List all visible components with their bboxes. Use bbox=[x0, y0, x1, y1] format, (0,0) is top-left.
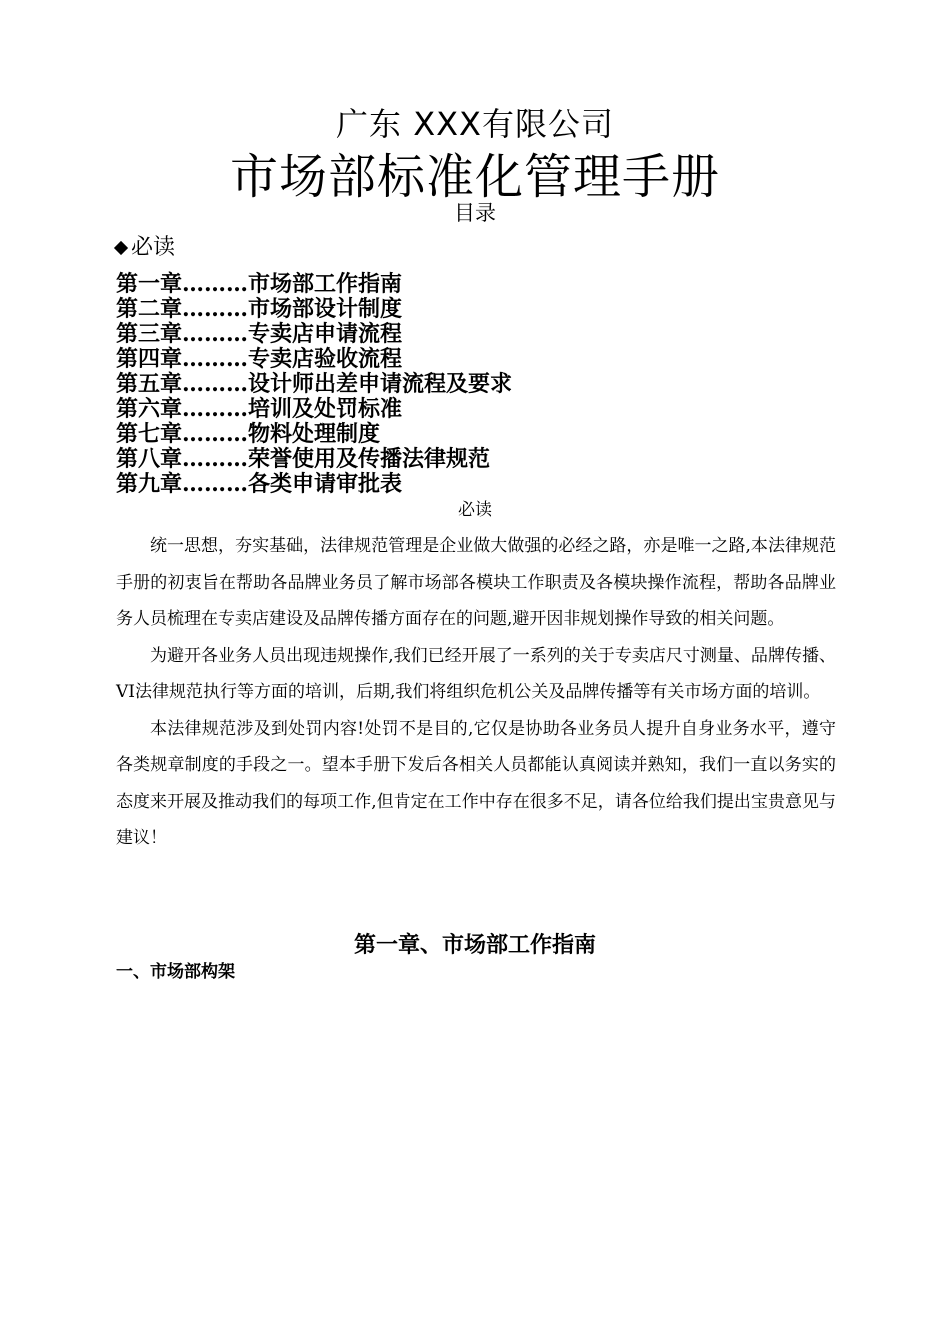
manual-title: 市场部标准化管理手册 bbox=[229, 149, 720, 205]
table-of-contents bbox=[116, 272, 512, 497]
toc-entry: 第二章………市场部设计制度 bbox=[116, 296, 403, 322]
toc-entry: 第四章………专卖店验收流程 bbox=[116, 346, 403, 372]
toc-entry: 第八章………荣誉使用及传播法律规范 bbox=[116, 446, 491, 472]
must-read-section-label: 必读 bbox=[458, 500, 492, 520]
toc-entry: 第七章………物料处理制度 bbox=[116, 421, 381, 447]
section-heading: 一、市场部构架 bbox=[116, 962, 235, 982]
diamond-bullet-icon bbox=[114, 241, 128, 255]
toc-entry: 第六章………培训及处罚标准 bbox=[116, 396, 403, 422]
body-paragraph: 为避开各业务人员出现违规操作,我们已经开展了一系列的关于专卖店尺寸测量、品牌传播、VI法律规范执行等方面的培训，后期,我们将组织危机公关及品牌传播等有关市场方面的培训。 bbox=[116, 645, 836, 702]
must-read-body bbox=[116, 528, 836, 857]
toc-title: 目录 bbox=[454, 201, 496, 225]
must-read-heading bbox=[113, 233, 175, 263]
body-paragraph: 统一思想，夯实基础，法律规范管理是企业做大做强的必经之路，亦是唯一之路,本法律规范手册的初衷旨在帮助各品牌业务员了解市场部各模块工作职责及各模块操作流程，帮助各品牌业务人员梳理在专卖店建设及品牌传播方面存在的问题,避开因非规划操作导致的相关问题。 bbox=[116, 536, 836, 629]
must-read-heading-text: 必读 bbox=[131, 235, 176, 260]
toc-entry: 第一章………市场部工作指南 bbox=[116, 271, 403, 297]
chapter-heading: 第一章、市场部工作指南 bbox=[353, 933, 596, 958]
company-name: 广东 XXX有限公司 bbox=[336, 105, 614, 143]
toc-entry: 第五章………设计师出差申请流程及要求 bbox=[116, 371, 513, 397]
toc-entry: 第三章………专卖店申请流程 bbox=[116, 321, 403, 347]
body-paragraph: 本法律规范涉及到处罚内容!处罚不是目的,它仅是协助各业务员人提升自身业务水平，遵守各类规章制度的手段之一。望本手册下发后各相关人员都能认真阅读并熟知，我们一直以务实的态度来开展及推动我们的每项工作,但肯定在工作中存在很多不足，请各位给我们提出宝贵意见与建议！ bbox=[116, 718, 836, 848]
toc-entry: 第九章………各类申请审批表 bbox=[116, 471, 403, 497]
